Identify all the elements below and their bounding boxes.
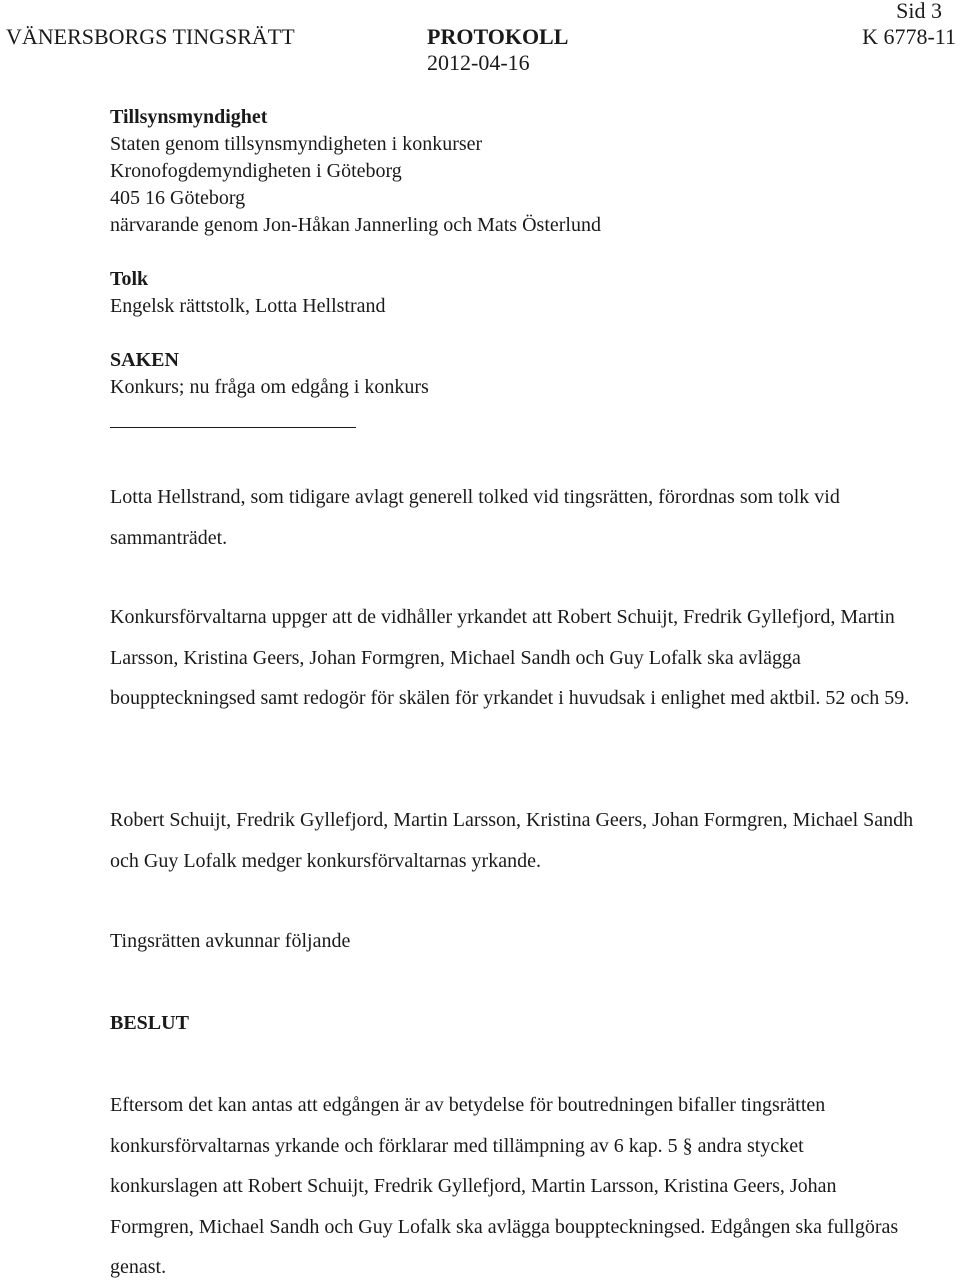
decision-text: Eftersom det kan antas att edgången är av betydelse för boutredningen bifaller tingsrätten konkursförvaltarnas yrkande och förklarar med tillämpning av 6 kap. 5 § andra stycket konkurslagen att Robert Schuijt, Fredrik Gyllefjord, Martin Larsson, Kristina Geers, Johan Formgren, Michael Sandh och Guy Lofalk ska avlägga bouppteckningsed. Edgången ska fullgöras genast. (110, 1094, 899, 1278)
interpreter-paragraph: Lotta Hellstrand, som tidigare avlagt generell tolked vid tingsrätten, förordnas som tolk vid sammanträdet. (110, 486, 840, 549)
document-date: 2012-04-16 (427, 50, 530, 75)
supervisory-line: närvarande genom Jon-Håkan Jannerling och Mats Österlund (110, 214, 601, 236)
interpreter-line: Engelsk rättstolk, Lotta Hellstrand (110, 295, 386, 317)
supervisory-heading: Tillsynsmyndighet (110, 106, 268, 128)
page-number: Sid 3 (896, 0, 942, 23)
matter-line: Konkurs; nu fråga om edgång i konkurs (110, 376, 429, 398)
section-divider (110, 427, 356, 428)
supervisory-line: 405 16 Göteborg (110, 187, 246, 209)
supervisory-line: Kronofogdemyndigheten i Göteborg (110, 160, 402, 182)
decision-heading: BESLUT (110, 1012, 189, 1034)
case-number: K 6778-11 (862, 24, 956, 49)
court-name: VÄNERSBORGS TINGSRÄTT (6, 24, 295, 49)
administrators-claim-paragraph: Konkursförvaltarna uppger att de vidhåller yrkandet att Robert Schuijt, Fredrik Gyllefjord, Martin Larsson, Kristina Geers, Johan Formgren, Michael Sandh och Guy Lofalk ska avlägga bouppteckningsed samt redogör för skälen för yrkandet i huvudsak i enlighet med aktbil. 52 och 59. (110, 606, 910, 709)
matter-heading: SAKEN (110, 349, 179, 371)
debtors-consent-paragraph: Robert Schuijt, Fredrik Gyllefjord, Martin Larsson, Kristina Geers, Johan Formgren, Michael Sandh och Guy Lofalk medger konkursförvaltarnas yrkande. (110, 809, 914, 872)
document-type: PROTOKOLL (427, 24, 569, 49)
interpreter-heading: Tolk (110, 268, 149, 290)
court-announcement: Tingsrätten avkunnar följande (110, 930, 351, 952)
supervisory-line: Staten genom tillsynsmyndigheten i konkurser (110, 133, 483, 155)
